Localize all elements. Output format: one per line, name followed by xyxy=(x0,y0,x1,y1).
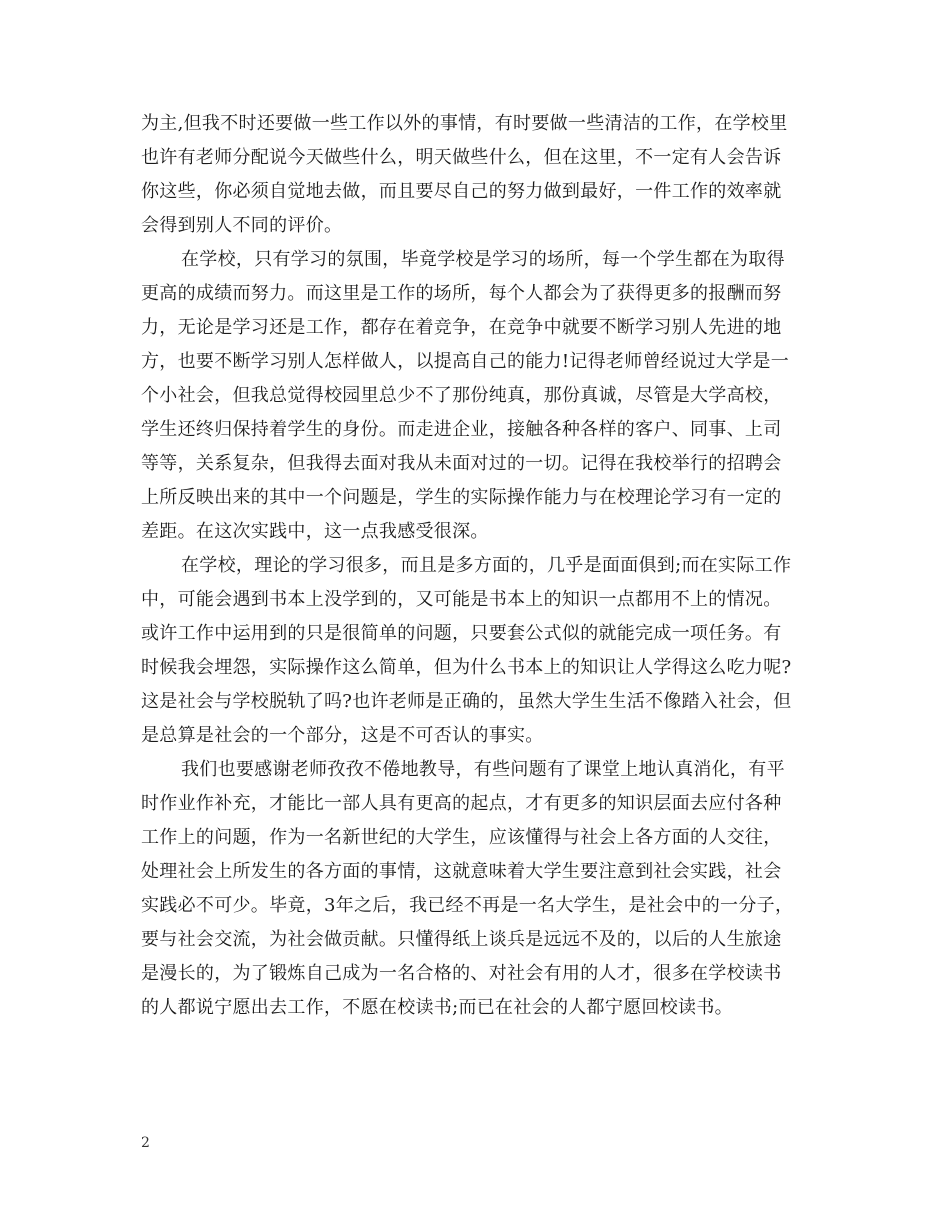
text-line: 是总算是社会的一个部分，这是不可否认的事实。 xyxy=(141,725,544,746)
text-line: 等等，关系复杂，但我得去面对我从未面对过的一切。记得在我校举行的招聘会 xyxy=(141,453,782,474)
text-line: 个小社会，但我总觉得校园里总少不了那份纯真，那份真诚，尽管是大学高校， xyxy=(141,385,782,406)
paragraph-first-line: 在学校，只有学习的氛围，毕竟学校是学习的场所，每一个学生都在为取得 xyxy=(181,249,785,270)
text-line: 方，也要不断学习别人怎样做人，以提高自己的能力!记得老师曾经说过大学是一 xyxy=(141,351,790,372)
text-line: 或许工作中运用到的只是很简单的问题，只要套公式似的就能完成一项任务。有 xyxy=(141,623,782,644)
text-line: 中，可能会遇到书本上没学到的，又可能是书本上的知识一点都用不上的情况。 xyxy=(141,589,782,610)
text-line: 的人都说宁愿出去工作，不愿在校读书;而已在社会的人都宁愿回校读书。 xyxy=(141,997,733,1018)
document-body xyxy=(141,107,813,1025)
paragraph-first-line: 在学校，理论的学习很多，而且是多方面的，几乎是面面俱到;而在实际工作 xyxy=(181,555,792,576)
text-line: 实践必不可少。毕竟，3年之后，我已经不再是一名大学生，是社会中的一分子， xyxy=(141,895,794,916)
text-line: 为主,但我不时还要做一些工作以外的事情，有时要做一些清洁的工作，在学校里 xyxy=(141,113,788,134)
text-line: 工作上的问题，作为一名新世纪的大学生，应该懂得与社会上各方面的人交往， xyxy=(141,827,782,848)
text-line: 差距。在这次实践中，这一点我感受很深。 xyxy=(141,521,489,542)
text-line: 这是社会与学校脱轨了吗?也许老师是正确的，虽然大学生生活不像踏入社会，但 xyxy=(141,691,792,712)
text-line: 也许有老师分配说今天做些什么，明天做些什么，但在这里，不一定有人会告诉 xyxy=(141,147,782,168)
text-line: 会得到别人不同的评价。 xyxy=(141,215,343,236)
paragraph-first-line: 我们也要感谢老师孜孜不倦地教导，有些问题有了课堂上地认真消化，有平 xyxy=(181,759,785,780)
text-line: 时作业作补充，才能比一部人具有更高的起点，才有更多的知识层面去应付各种 xyxy=(141,793,782,814)
page-number: 2 xyxy=(141,1135,150,1151)
text-line: 时候我会埋怨，实际操作这么简单，但为什么书本上的知识让人学得这么吃力呢? xyxy=(141,657,792,678)
text-line: 上所反映出来的其中一个问题是，学生的实际操作能力与在校理论学习有一定的 xyxy=(141,487,782,508)
text-line: 是漫长的，为了锻炼自己成为一名合格的、对社会有用的人才，很多在学校读书 xyxy=(141,963,782,984)
text-line: 更高的成绩而努力。而这里是工作的场所，每个人都会为了获得更多的报酬而努 xyxy=(141,283,782,304)
text-line: 力，无论是学习还是工作，都存在着竞争，在竞争中就要不断学习别人先进的地 xyxy=(141,317,782,338)
text-line: 要与社会交流，为社会做贡献。只懂得纸上谈兵是远远不及的，以后的人生旅途 xyxy=(141,929,782,950)
text-line: 你这些，你必须自觉地去做，而且要尽自己的努力做到最好，一件工作的效率就 xyxy=(141,181,782,202)
text-line: 处理社会上所发生的各方面的事情，这就意味着大学生要注意到社会实践，社会 xyxy=(141,861,782,882)
text-line: 学生还终归保持着学生的身份。而走进企业，接触各种各样的客户、同事、上司 xyxy=(141,419,782,440)
